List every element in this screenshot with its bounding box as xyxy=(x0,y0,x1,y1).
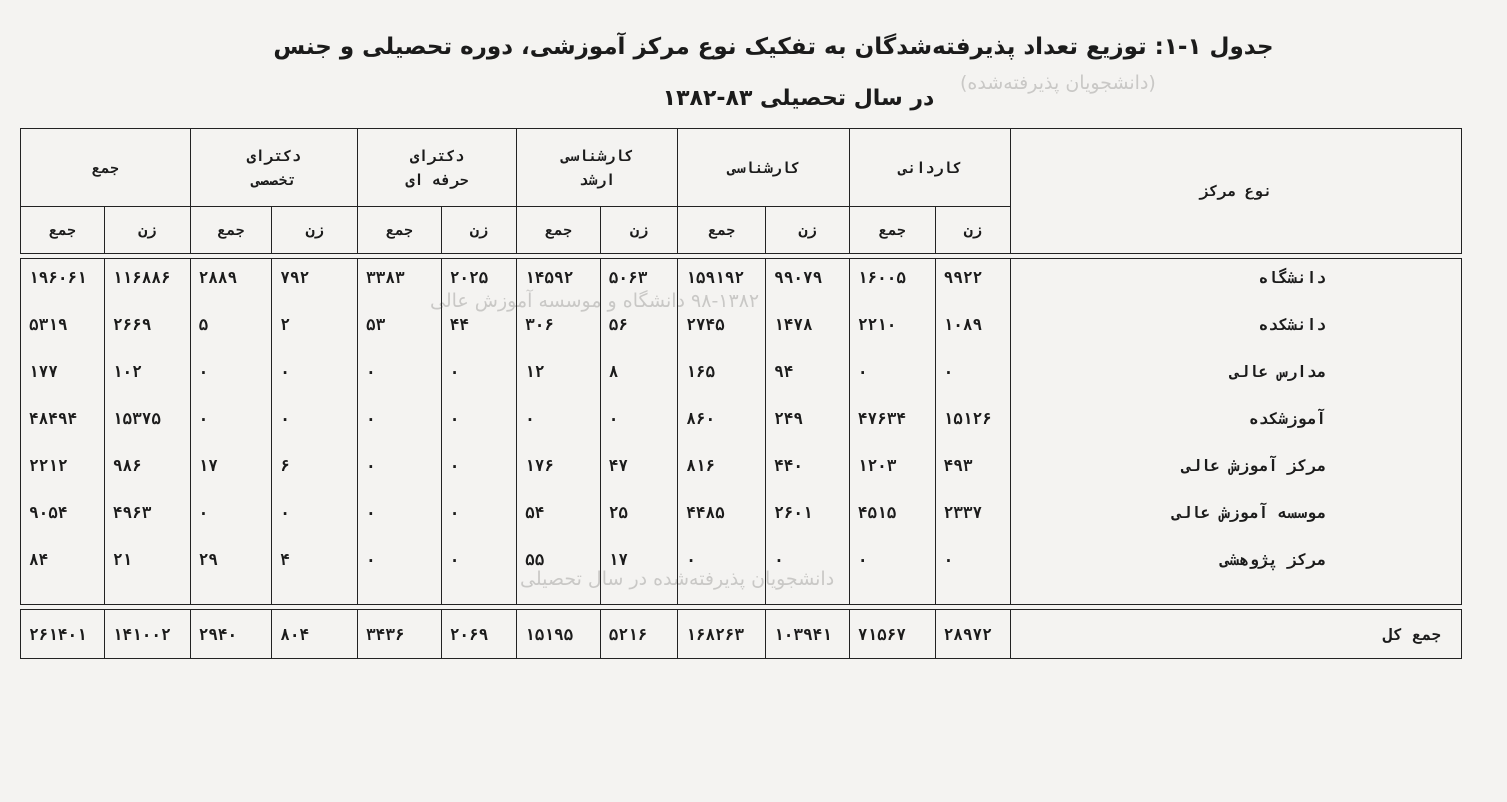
subheader-woman: زن xyxy=(600,207,677,254)
table-cell: ۲۶۰۱ xyxy=(774,503,813,522)
table-cell: ۲۹ xyxy=(198,550,218,569)
total-cell: ۲۸۹۷۲ xyxy=(935,610,1010,659)
header-group-bachelor: کارشناسی xyxy=(678,129,850,207)
table-cell: ۰ xyxy=(198,362,209,381)
table-cell: ۱۱۶۸۸۶ xyxy=(112,268,171,287)
table-cell: ۲۶۶۹ xyxy=(112,315,152,334)
table-cell: ۸۶۰ xyxy=(686,409,716,428)
table-cell: ۲۲۱۲ xyxy=(29,456,68,475)
table-cell: ۰ xyxy=(449,503,460,522)
table-cell: ۱۵۹۱۹۲ xyxy=(686,268,745,287)
row-labels-column xyxy=(1010,259,1461,605)
table-cell: ۱۷ xyxy=(608,550,629,569)
header-group-specialized-doctorate: دکترای تخصصی xyxy=(190,129,357,207)
table-cell: ۴۴ xyxy=(449,315,470,334)
table-cell: ۵۳۱۹ xyxy=(29,315,68,334)
table-cell: ۱۵۳۷۵ xyxy=(112,409,161,428)
table-cell: ۱۴۵۹۲ xyxy=(525,268,574,287)
table-cell: ۵۴ xyxy=(525,503,545,522)
table-cell: ۴۷ xyxy=(608,456,629,475)
total-cell: ۳۴۳۶ xyxy=(358,610,442,659)
subheader-total: جمع xyxy=(849,207,935,254)
table-cell: ۰ xyxy=(608,409,619,428)
table-cell: ۵۰۶۳ xyxy=(608,268,648,287)
table-cell: ۰ xyxy=(280,362,290,381)
header-center-type: نوع مرکز xyxy=(1010,129,1461,254)
subheader-woman: زن xyxy=(441,207,516,254)
header-group-associate: کاردانی xyxy=(849,129,1010,207)
header-group-professional-doctorate: دکترای حرفه ای xyxy=(358,129,517,207)
row-label: دانشکده xyxy=(1258,315,1326,334)
table-cell: ۱۲۰۳ xyxy=(857,456,897,475)
table-cell: ۱۲ xyxy=(525,362,545,381)
table-cell: ۰ xyxy=(366,409,376,428)
bleed-through-text: دانشجویان پذیرفته‌شده در سال تحصیلی xyxy=(520,568,835,590)
table-cell: ۰ xyxy=(449,409,460,428)
subheader-total: جمع xyxy=(21,207,105,254)
table-cell: ۰ xyxy=(943,550,954,569)
table-cell: ۷۹۲ xyxy=(280,268,310,287)
table-cell: ۸۱۶ xyxy=(686,456,716,475)
total-cell: ۲۹۴۰ xyxy=(190,610,272,659)
bleed-through-text: ۹۸-۱۳۸۲ دانشگاه و موسسه آموزش عالی xyxy=(430,290,760,312)
table-cell: ۹۹۲۲ xyxy=(943,268,983,287)
table-cell: ۱۴۷۸ xyxy=(774,315,813,334)
table-cell: ۵۵ xyxy=(525,550,545,569)
table-cell: ۲۵ xyxy=(608,503,629,522)
subheader-woman: زن xyxy=(104,207,190,254)
table-cell: ۹۴ xyxy=(774,362,794,381)
row-label: مرکز آموزش عالی xyxy=(1181,456,1326,475)
table-subtitle: در سال تحصیلی ۸۳-۱۳۸۲ xyxy=(662,86,935,111)
table-cell: ۲۰۲۵ xyxy=(449,268,489,287)
table-cell: ۲۱ xyxy=(112,550,133,569)
table-cell: ۲۷۴۵ xyxy=(686,315,725,334)
table-cell: ۳۳۸۳ xyxy=(366,268,405,287)
table-cell: ۴۷۶۳۴ xyxy=(857,409,906,428)
table-cell: ۰ xyxy=(857,550,868,569)
table-cell: ۰ xyxy=(686,550,696,569)
header-group-total: جمع xyxy=(21,129,191,207)
table-cell: ۴۸۴۹۴ xyxy=(29,409,78,428)
table-cell: ۰ xyxy=(774,550,784,569)
table-body xyxy=(21,259,1462,605)
table-cell: ۰ xyxy=(449,362,460,381)
subheader-total: جمع xyxy=(678,207,766,254)
table-cell: ۱۶۵ xyxy=(686,362,716,381)
table-cell: ۱۰۲ xyxy=(112,362,142,381)
table-cell: ۱۹۶۰۶۱ xyxy=(29,268,87,287)
table-cell: ۸۴ xyxy=(29,550,49,569)
table-cell: ۵۳ xyxy=(366,315,386,334)
total-cell: ۷۱۵۶۷ xyxy=(849,610,935,659)
table-cell: ۹۸۶ xyxy=(112,456,142,475)
table-cell: ۵۶ xyxy=(608,315,629,334)
table-cell: ۲۸۸۹ xyxy=(198,268,238,287)
subheader-total: جمع xyxy=(517,207,601,254)
table-cell: ۱۵۱۲۶ xyxy=(943,409,992,428)
table-cell: ۴۹۳ xyxy=(943,456,973,475)
table-cell: ۹۰۵۴ xyxy=(29,503,68,522)
row-label: آموزشکده xyxy=(1248,409,1326,428)
table-cell: ۵ xyxy=(198,315,209,334)
table-cell: ۱۷۷ xyxy=(29,362,58,381)
table-cell: ۰ xyxy=(280,503,290,522)
subheader-woman: زن xyxy=(766,207,850,254)
table-cell: ۶ xyxy=(280,456,290,475)
total-cell: ۱۰۳۹۴۱ xyxy=(766,610,850,659)
table-cell: ۱۷۶ xyxy=(525,456,554,475)
table-cell: ۱۷ xyxy=(198,456,218,475)
total-cell: ۱۶۸۲۶۳ xyxy=(678,610,766,659)
table-cell: ۴ xyxy=(280,550,290,569)
table-cell: ۰ xyxy=(449,456,460,475)
table-cell: ۰ xyxy=(943,362,954,381)
table-cell: ۰ xyxy=(366,362,376,381)
table-cell: ۰ xyxy=(525,409,535,428)
table-cell: ۰ xyxy=(449,550,460,569)
table-cell: ۲۴۹ xyxy=(774,409,804,428)
subheader-total: جمع xyxy=(358,207,442,254)
subheader-woman: زن xyxy=(272,207,358,254)
table-cell: ۰ xyxy=(857,362,868,381)
table-cell: ۹۹۰۷۹ xyxy=(774,268,823,287)
table-cell: ۱۰۸۹ xyxy=(943,315,983,334)
table-cell: ۴۵۱۵ xyxy=(857,503,897,522)
table-cell: ۲ xyxy=(280,315,290,334)
table-cell: ۰ xyxy=(280,409,290,428)
table-title: جدول ۱-۱: توزیع تعداد پذیرفته‌شدگان به تفکیک نوع مرکز آموزشی، دوره تحصیلی و جنس xyxy=(273,34,1274,60)
table-cell: ۲۲۱۰ xyxy=(857,315,897,334)
table-cell: ۰ xyxy=(198,503,209,522)
table-cell: ۰ xyxy=(366,550,376,569)
total-cell: ۱۴۱۰۰۲ xyxy=(104,610,190,659)
table-cell: ۲۳۳۷ xyxy=(943,503,983,522)
row-label: مرکز پژوهشی xyxy=(1220,550,1326,569)
row-label: موسسه آموزش عالی xyxy=(1171,503,1326,522)
header-group-master: کارشناسی ارشد xyxy=(517,129,678,207)
total-cell: ۲۰۶۹ xyxy=(441,610,516,659)
subheader-woman: زن xyxy=(935,207,1010,254)
total-cell: ۸۰۴ xyxy=(272,610,358,659)
admissions-table xyxy=(20,128,1462,659)
total-cell: ۲۶۱۴۰۱ xyxy=(21,610,105,659)
bleed-through-text: (دانشجویان پذیرفته‌شده) xyxy=(960,72,1156,94)
table-cell: ۳۰۶ xyxy=(525,315,554,334)
subheader-total: جمع xyxy=(190,207,272,254)
table-cell: ۸ xyxy=(608,362,619,381)
table-cell: ۴۴۸۵ xyxy=(686,503,725,522)
table-cell: ۰ xyxy=(366,503,376,522)
table-cell: ۰ xyxy=(366,456,376,475)
total-cell: ۱۵۱۹۵ xyxy=(517,610,601,659)
row-label: دانشگاه xyxy=(1258,268,1326,287)
table-cell: ۴۹۶۳ xyxy=(112,503,152,522)
table-cell: ۴۴۰ xyxy=(774,456,804,475)
table-cell: ۱۶۰۰۵ xyxy=(857,268,906,287)
total-row-label: جمع کل xyxy=(1010,610,1461,659)
table-cell: ۰ xyxy=(198,409,209,428)
total-cell: ۵۲۱۶ xyxy=(600,610,677,659)
total-row xyxy=(21,610,1462,659)
row-label: مدارس عالی xyxy=(1229,362,1326,381)
